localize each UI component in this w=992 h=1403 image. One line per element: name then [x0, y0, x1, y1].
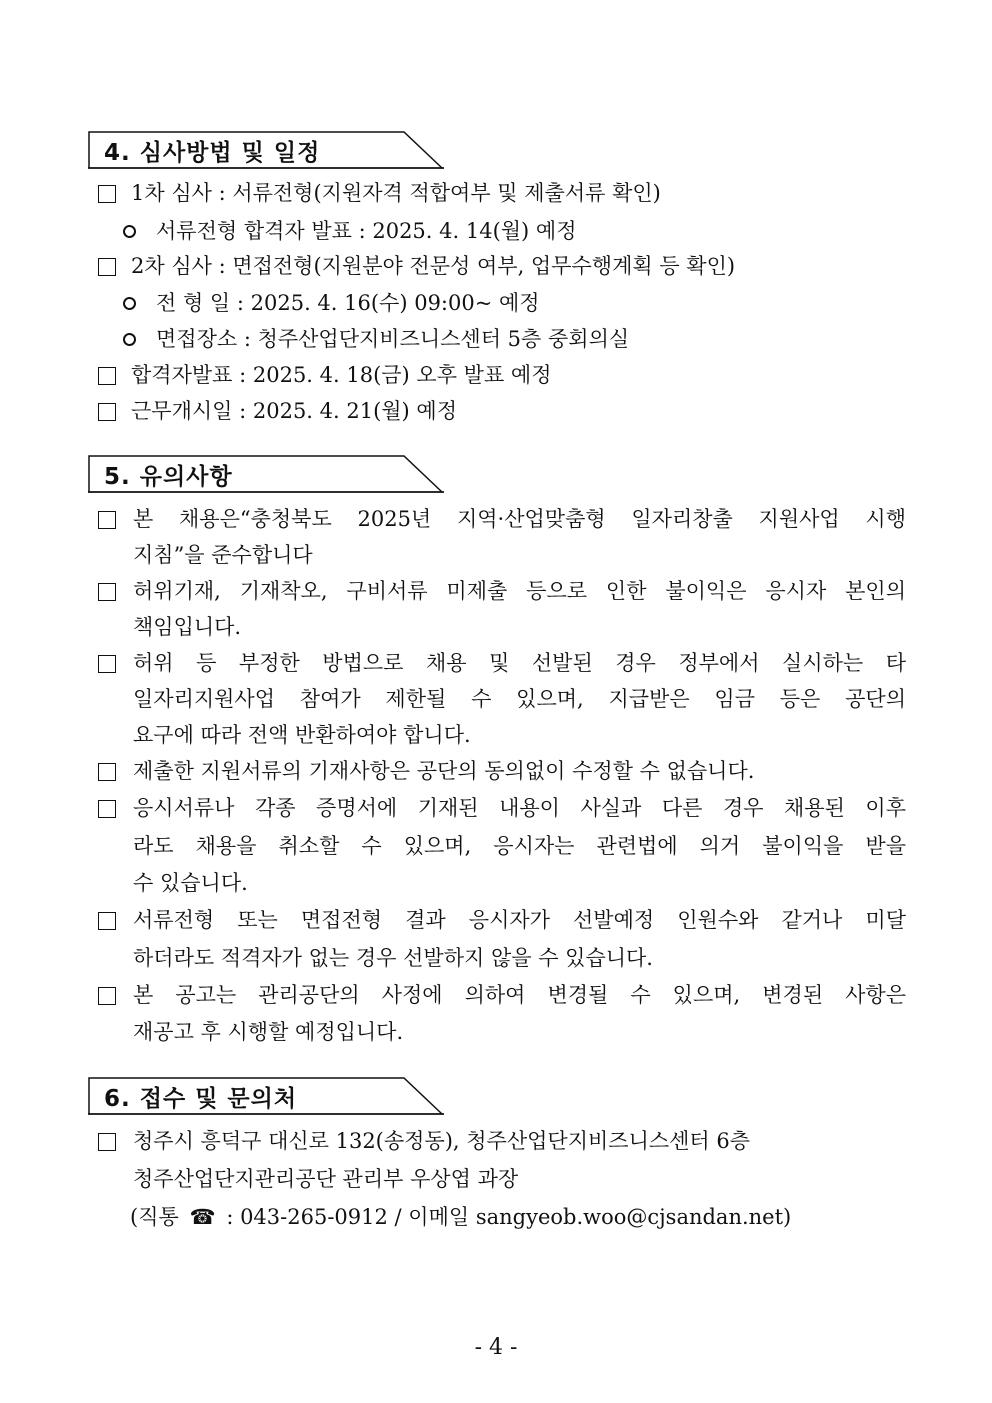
- contact-address: 청주시 흥덕구 대신로 132(송정동), 청주산업단지비즈니스센터 6층: [133, 1129, 751, 1153]
- notice-2-line-1: 허위기재, 기재착오, 구비서류 미제출 등으로 인한 불이익은 응시자 본인의: [133, 579, 906, 603]
- checkbox-icon: [98, 258, 116, 276]
- checkbox-icon: [98, 763, 116, 781]
- checkbox-icon: [98, 655, 116, 673]
- phone-email-text: : 043-265-0912 / 이메일 sangyeob.woo@cjsandan.net): [226, 1205, 792, 1229]
- telephone-icon: ☎: [189, 1205, 216, 1229]
- checkbox-icon: [98, 987, 116, 1005]
- notice-7-line-1: 본 공고는 관리공단의 사정에 의하여 변경될 수 있으며, 변경된 사항은: [133, 983, 906, 1007]
- contact-person: 청주산업단지관리공단 관리부 우상엽 과장: [133, 1167, 519, 1191]
- notice-6-line-2: 하더라도 적격자가 없는 경우 선발하지 않을 수 있습니다.: [133, 946, 653, 970]
- section-5-title: 5. 유의사항: [104, 464, 233, 490]
- phone-prefix: (직통: [130, 1205, 179, 1229]
- checkbox-icon: [98, 912, 116, 930]
- contact-phone-email: [130, 1199, 791, 1235]
- section-4-header: [88, 131, 444, 169]
- schedule-item-start-date: 근무개시일 : 2025. 4. 21(월) 예정: [131, 399, 458, 423]
- section-6-header: [88, 1077, 444, 1115]
- circle-bullet-icon: [123, 225, 136, 238]
- schedule-item-second-screening: 2차 심사 : 면접전형(지원분야 전문성 여부, 업무수행계획 등 확인): [131, 254, 736, 278]
- notice-4-line-1: 제출한 지원서류의 기재사항은 공단의 동의없이 수정할 수 없습니다.: [133, 759, 755, 783]
- notice-1-line-1: 본 채용은“충청북도 2025년 지역·산업맞춤형 일자리창출 지원사업 시행: [133, 507, 906, 531]
- checkbox-icon: [98, 800, 116, 818]
- section-5-header: [88, 455, 444, 493]
- schedule-item-interview-date: 전 형 일 : 2025. 4. 16(수) 09:00~ 예정: [156, 291, 540, 315]
- section-4-title: 4. 심사방법 및 일정: [104, 140, 321, 166]
- notice-5-line-2: 라도 채용을 취소할 수 있으며, 응시자는 관련법에 의거 불이익을 받을: [133, 834, 906, 858]
- schedule-item-final-result: 합격자발표 : 2025. 4. 18(금) 오후 발표 예정: [131, 363, 552, 387]
- notice-2-line-2: 책임입니다.: [133, 615, 242, 639]
- circle-bullet-icon: [123, 333, 136, 346]
- notice-3-line-3: 요구에 따라 전액 반환하여야 합니다.: [133, 723, 471, 747]
- notice-3-line-1: 허위 등 부정한 방법으로 채용 및 선발된 경우 정부에서 실시하는 타: [133, 651, 906, 675]
- notice-3-line-2: 일자리지원사업 참여가 제한될 수 있으며, 지급받은 임금 등은 공단의: [133, 687, 906, 711]
- checkbox-icon: [98, 1133, 116, 1151]
- page-number: - 4 -: [474, 1335, 518, 1360]
- checkbox-icon: [98, 367, 116, 385]
- notice-5-line-1: 응시서류나 각종 증명서에 기재된 내용이 사실과 다른 경우 채용된 이후: [133, 796, 906, 820]
- circle-bullet-icon: [123, 297, 136, 310]
- schedule-item-document-result: 서류전형 합격자 발표 : 2025. 4. 14(월) 예정: [156, 219, 577, 243]
- section-6-title: 6. 접수 및 문의처: [104, 1086, 298, 1112]
- checkbox-icon: [98, 185, 116, 203]
- checkbox-icon: [98, 403, 116, 421]
- checkbox-icon: [98, 511, 116, 529]
- schedule-item-interview-place: 면접장소 : 청주산업단지비즈니스센터 5층 중회의실: [156, 327, 630, 351]
- checkbox-icon: [98, 583, 116, 601]
- notice-5-line-3: 수 있습니다.: [133, 871, 248, 895]
- notice-6-line-1: 서류전형 또는 면접전형 결과 응시자가 선발예정 인원수와 같거나 미달: [133, 908, 906, 932]
- schedule-item-first-screening: 1차 심사 : 서류전형(지원자격 적합여부 및 제출서류 확인): [131, 181, 661, 205]
- notice-1-line-2: 지침”을 준수합니다: [133, 543, 313, 567]
- notice-7-line-2: 재공고 후 시행할 예정입니다.: [133, 1020, 404, 1044]
